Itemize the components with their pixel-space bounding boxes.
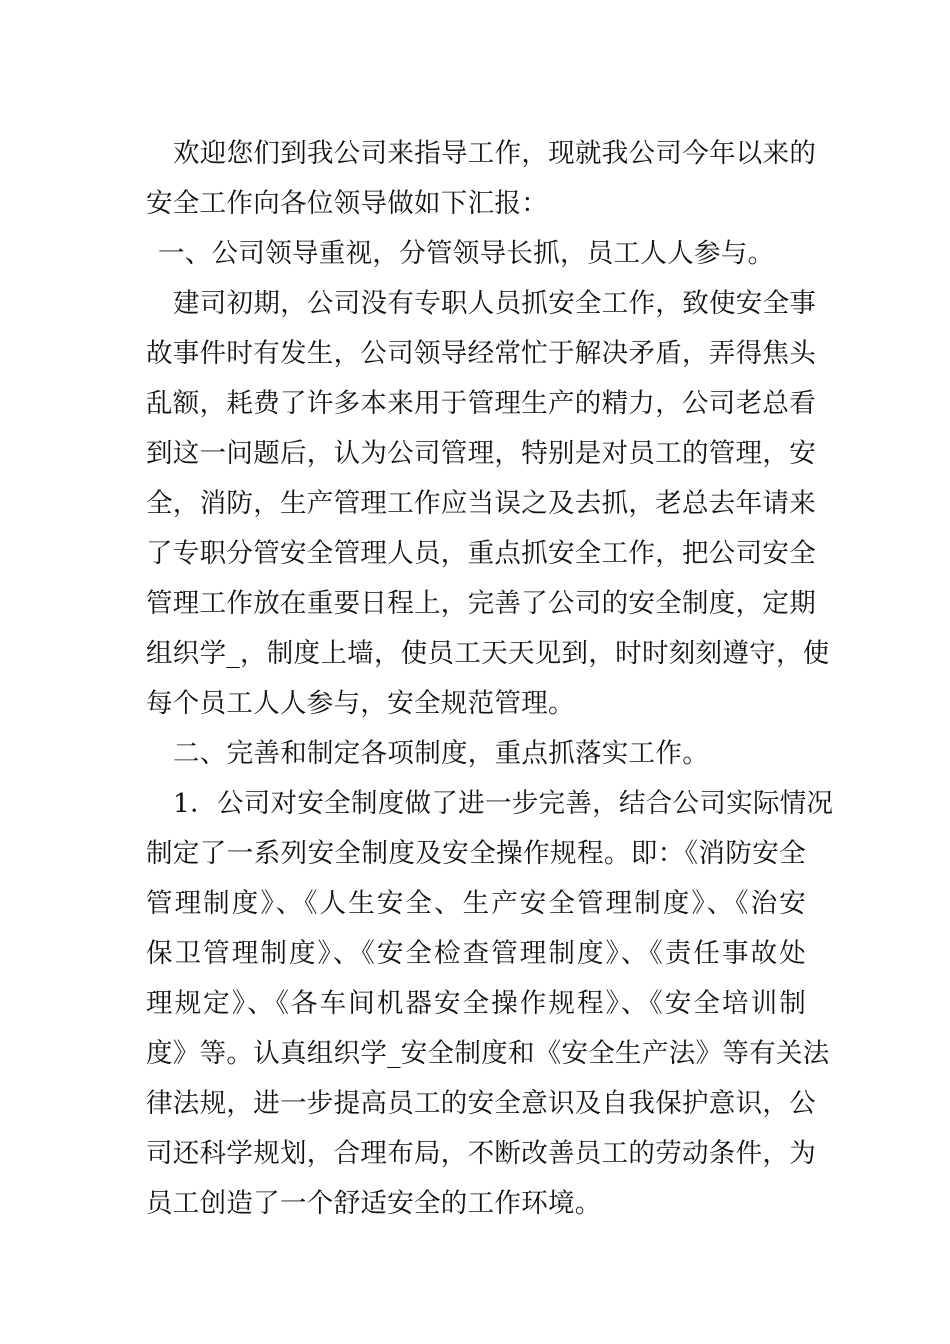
paragraph-1-line-2: 安全工作向各位领导做如下汇报： <box>146 188 548 219</box>
paragraph-2-line-4: 到这一问题后，认为公司管理，特别是对员工的管理，安 <box>146 438 816 469</box>
paragraph-3-line-7: 律法规，进一步提高员工的安全意识及自我保护意识，公 <box>146 1088 816 1119</box>
paragraph-2-line-8: 组织学_，制度上墙，使员工天天见到，时时刻刻遵守，使 <box>146 638 830 669</box>
paragraph-2-line-3: 乱额，耗费了许多本来用于管理生产的精力，公司老总看 <box>146 388 816 419</box>
section-heading-1: 一、公司领导重视，分管领导长抓，员工人人参与。 <box>158 238 775 269</box>
paragraph-3-line-3: 管理制度》、《人生安全、生产安全管理制度》、《治安 <box>146 888 806 919</box>
paragraph-2-line-1: 建司初期，公司没有专职人员抓安全工作，致使安全事 <box>173 288 817 319</box>
paragraph-2-line-5: 全，消防，生产管理工作应当误之及去抓，老总去年请来 <box>146 488 816 519</box>
paragraph-3-line-5: 理规定》、《各车间机器安全操作规程》、《安全培训制 <box>146 988 806 1019</box>
paragraph-2-line-2: 故事件时有发生，公司领导经常忙于解决矛盾，弄得焦头 <box>146 338 816 369</box>
paragraph-2-line-9: 每个员工人人参与，安全规范管理。 <box>146 688 575 719</box>
paragraph-3-line-9: 员工创造了一个舒适安全的工作环境。 <box>146 1188 602 1219</box>
paragraph-2-line-6: 了专职分管安全管理人员，重点抓安全工作，把公司安全 <box>146 538 816 569</box>
paragraph-3-line-2: 制定了一系列安全制度及安全操作规程。即：《消防安全 <box>146 838 806 869</box>
paragraph-2-line-7: 管理工作放在重要日程上，完善了公司的安全制度，定期 <box>146 588 816 619</box>
paragraph-3-line-4: 保卫管理制度》、《安全检查管理制度》、《责任事故处 <box>146 938 806 969</box>
paragraph-3-line-8: 司还科学规划，合理布局，不断改善员工的劳动条件，为 <box>146 1138 816 1169</box>
paragraph-3-line-1: 1．公司对安全制度做了进一步完善，结合公司实际情况 <box>173 788 834 819</box>
paragraph-3-line-6: 度》等。认真组织学_安全制度和《安全生产法》等有关法 <box>146 1038 830 1069</box>
paragraph-1-line-1: 欢迎您们到我公司来指导工作，现就我公司今年以来的 <box>173 138 817 169</box>
section-heading-2: 二、完善和制定各项制度，重点抓落实工作。 <box>173 738 709 769</box>
